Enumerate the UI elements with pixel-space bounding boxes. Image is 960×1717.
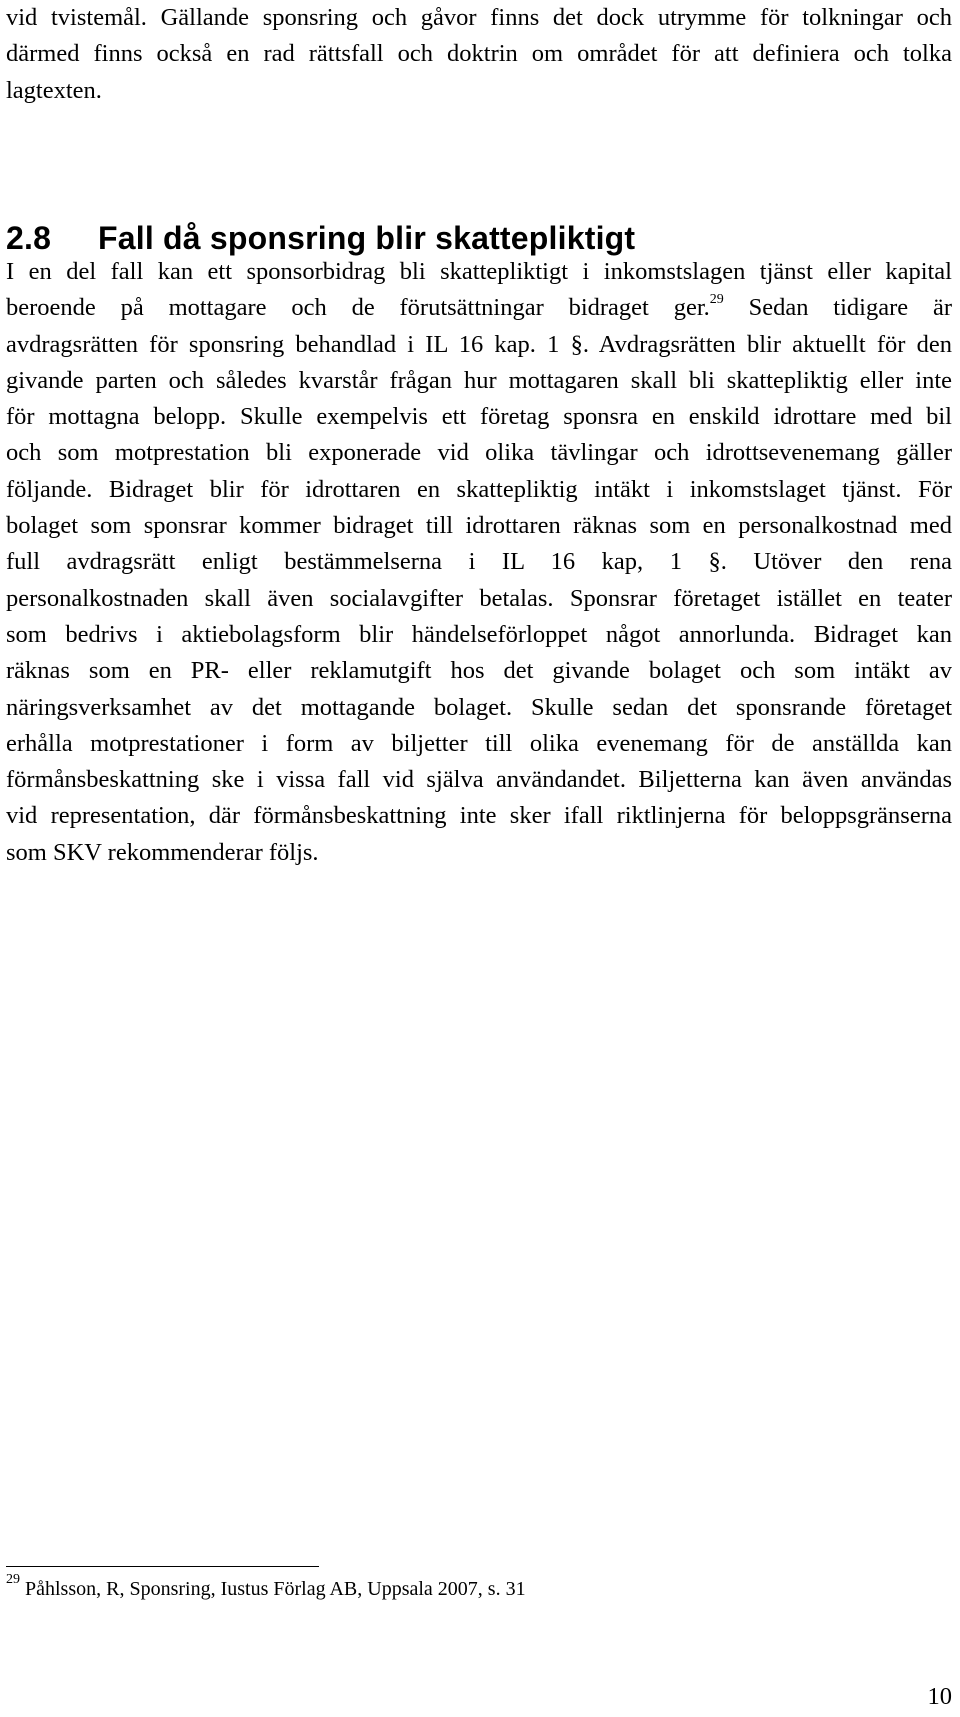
text-line: förmånsbeskattning ske i vissa fall vid själva användandet. Biljetterna kan även användas (6, 766, 952, 794)
section-heading (6, 218, 635, 258)
section-title: Fall då sponsring blir skattepliktigt (98, 220, 636, 256)
text-segment: Sedan tidigare är (748, 294, 952, 322)
text-line: vid representation, där förmånsbeskattning inte sker ifall riktlinjerna för beloppsgränserna (6, 802, 952, 830)
text-line: och som motprestation bli exponerade vid olika tävlingar och idrottsevenemang gäller (6, 439, 952, 467)
text-line: för mottagna belopp. Skulle exempelvis ett företag sponsra en enskild idrottare med bil (6, 403, 952, 431)
section-number: 2.8 (6, 220, 52, 256)
text-line: personalkostnaden skall även socialavgifter betalas. Sponsrar företaget istället en teater (6, 584, 952, 612)
text-line: näringsverksamhet av det mottagande bolaget. Skulle sedan det sponsrande företaget (6, 693, 952, 721)
text-line: avdragsrätten för sponsring behandlad i IL 16 kap. 1 §. Avdragsrätten blir aktuellt för den (6, 330, 952, 358)
footnote-separator (6, 1566, 319, 1567)
intro-paragraph (6, 0, 952, 109)
text-line: följande. Bidraget blir för idrottaren en skattepliktig intäkt i inkomstslaget tjänst. För (6, 475, 952, 503)
text-line: därmed finns också en rad rättsfall och doktrin om området för att definiera och tolka (6, 40, 952, 68)
text-line-with-footnote-ref (6, 290, 952, 326)
text-line: räknas som en PR- eller reklamutgift hos det givande bolaget och som intäkt av (6, 657, 952, 685)
footnote-marker: 29 (6, 1572, 20, 1588)
footnote (6, 1572, 526, 1602)
footnote-reference[interactable]: 29 (709, 292, 724, 308)
text-segment: beroende på mottagare och de förutsättningar bidraget ger. (6, 294, 710, 322)
text-line: I en del fall kan ett sponsorbidrag bli skattepliktigt i inkomstslagen tjänst eller kapital (6, 258, 952, 285)
footnote-text: Påhlsson, R, Sponsring, Iustus Förlag AB, Uppsala 2007, s. 31 (25, 1578, 526, 1600)
text-line: full avdragsrätt enligt bestämmelserna i IL 16 kap, 1 §. Utöver den rena (6, 548, 952, 576)
body-paragraph (6, 254, 952, 871)
text-line: bolaget som sponsrar kommer bidraget till idrottaren räknas som en personalkostnad med (6, 512, 952, 540)
text-line: givande parten och således kvarstår frågan hur mottagaren skall bli skattepliktig eller inte (6, 366, 952, 394)
text-line: erhålla motprestationer i form av biljetter till olika evenemang för de anställda kan (6, 729, 952, 757)
text-line: vid tvistemål. Gällande sponsring och gåvor finns det dock utrymme för tolkningar och (6, 4, 952, 31)
text-line: som bedrivs i aktiebolagsform blir händelseförloppet något annorlunda. Bidraget kan (6, 620, 952, 648)
text-line: som SKV rekommenderar följs. (6, 838, 319, 866)
text-line: lagtexten. (6, 76, 102, 104)
page-number: 10 (927, 1683, 952, 1710)
